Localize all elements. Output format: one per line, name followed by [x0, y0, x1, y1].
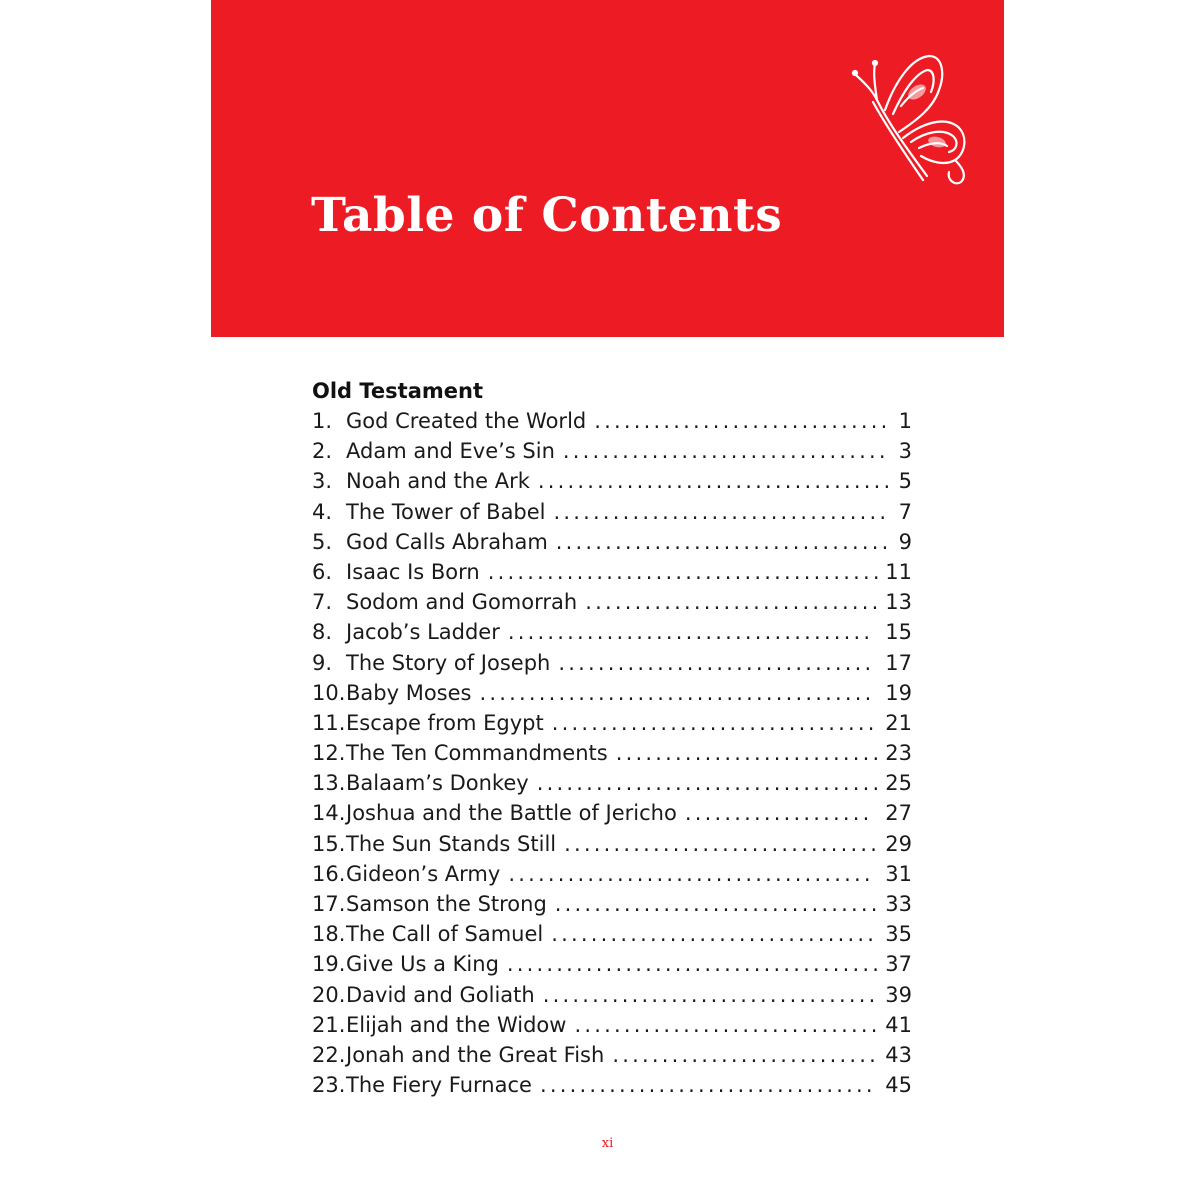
dot-leader: ................................ — [558, 650, 875, 675]
table-of-contents — [312, 376, 912, 1100]
toc-entry-title: The Fiery Furnace — [346, 1073, 532, 1098]
toc-entry-number: 14. — [312, 801, 346, 826]
butterfly-icon — [851, 52, 971, 192]
toc-entry-number: 17. — [312, 892, 346, 916]
toc-entry — [312, 1010, 912, 1040]
toc-entry-number: 16. — [312, 861, 346, 886]
book-page — [211, 0, 1004, 1200]
toc-entry-page: 43 — [885, 1042, 912, 1067]
toc-entry-page: 27 — [885, 801, 912, 826]
toc-entry-page: 3 — [898, 439, 912, 464]
dot-leader: .................................... — [537, 469, 894, 494]
toc-entry — [312, 406, 912, 436]
toc-entry-title: The Tower of Babel — [346, 499, 546, 524]
toc-entry-title: The Call of Samuel — [346, 922, 544, 947]
dot-leader: ..................................... — [507, 620, 874, 645]
toc-entry-page: 11 — [885, 559, 912, 584]
toc-entry-number: 8. — [312, 620, 333, 645]
toc-entry — [312, 798, 912, 828]
dot-leader: ................................. — [554, 892, 881, 916]
toc-entry — [312, 648, 912, 678]
toc-entry — [312, 829, 912, 859]
toc-entry-page: 35 — [885, 922, 912, 947]
toc-entry — [312, 949, 912, 979]
dot-leader: ................................. — [551, 710, 878, 735]
toc-entry-number: 13. — [312, 771, 346, 796]
toc-entry-title: The Sun Stands Still — [346, 831, 557, 856]
dot-leader: ............................... — [574, 1012, 881, 1037]
toc-entry-title: Baby Moses — [346, 680, 472, 705]
toc-entry-page: 45 — [885, 1073, 912, 1098]
header-banner — [211, 0, 1004, 337]
toc-entry — [312, 889, 912, 919]
dot-leader: .................................. — [553, 499, 890, 524]
toc-entry — [312, 708, 912, 738]
toc-entry — [312, 1040, 912, 1070]
toc-entry-title: Joshua and the Battle of Jericho — [346, 801, 677, 826]
toc-entry — [312, 1070, 912, 1100]
dot-leader: ........................... — [612, 1042, 879, 1067]
page-title: Table of Contents — [311, 188, 783, 243]
toc-entry-number: 4. — [312, 499, 333, 524]
toc-entry — [312, 527, 912, 557]
toc-entry-page: 41 — [885, 1012, 912, 1037]
toc-entry-title: Elijah and the Widow — [346, 1012, 567, 1037]
toc-entry-number: 3. — [312, 469, 333, 494]
toc-entry-number: 9. — [312, 650, 333, 675]
dot-leader: .................................. — [539, 1073, 876, 1098]
toc-entry-number: 21. — [312, 1012, 346, 1037]
toc-entry-title: Escape from Egypt — [346, 710, 544, 735]
toc-entry-number: 1. — [312, 409, 333, 433]
toc-entry — [312, 617, 912, 647]
toc-entry-number: 19. — [312, 952, 346, 977]
toc-entry-page: 39 — [885, 982, 912, 1007]
toc-entry-title: Balaam’s Donkey — [346, 771, 529, 796]
toc-entry — [312, 980, 912, 1010]
toc-entry — [312, 587, 912, 617]
page-number: xi — [601, 1136, 614, 1151]
toc-entry-page: 7 — [898, 499, 912, 524]
toc-entry-title: Noah and the Ark — [346, 469, 530, 494]
toc-entry-title: Jacob’s Ladder — [346, 620, 500, 645]
dot-leader: ...................................... — [506, 952, 883, 977]
toc-entry-number: 7. — [312, 590, 333, 615]
dot-leader: ................... — [684, 801, 873, 826]
dot-leader: ................................. — [551, 922, 878, 947]
toc-entry-number: 15. — [312, 831, 346, 856]
dot-leader: ........................................ — [487, 559, 883, 584]
toc-entry — [312, 678, 912, 708]
toc-entry-title: The Ten Commandments — [346, 741, 608, 766]
toc-entry-number: 6. — [312, 559, 333, 584]
toc-entry-number: 18. — [312, 922, 346, 947]
toc-entry-page: 23 — [885, 741, 912, 766]
toc-entry — [312, 919, 912, 949]
toc-entry-number: 11. — [312, 710, 346, 735]
toc-entry-page: 9 — [898, 529, 912, 554]
toc-entry-page: 17 — [885, 650, 912, 675]
toc-entry-number: 20. — [312, 982, 346, 1007]
toc-entry-number: 10. — [312, 680, 346, 705]
toc-entry-list — [312, 406, 912, 1100]
toc-entry-page: 5 — [898, 469, 912, 494]
toc-entry-page: 29 — [885, 831, 912, 856]
toc-entry-title: God Created the World — [346, 409, 587, 433]
toc-entry — [312, 436, 912, 466]
toc-entry-page: 25 — [885, 771, 912, 796]
dot-leader: .................................. — [555, 529, 892, 554]
toc-entry — [312, 466, 912, 496]
toc-entry-page: 31 — [885, 861, 912, 886]
dot-leader: ..................................... — [508, 861, 874, 886]
toc-entry-page: 15 — [885, 620, 912, 645]
toc-entry — [312, 768, 912, 798]
dot-leader: ........................................ — [479, 680, 875, 705]
toc-entry-number: 2. — [312, 439, 333, 464]
dot-leader: .............................. — [585, 590, 882, 615]
dot-leader: ................................... — [536, 771, 883, 796]
toc-entry-title: Adam and Eve’s Sin — [346, 439, 555, 464]
toc-entry-title: Jonah and the Great Fish — [346, 1042, 605, 1067]
toc-entry-title: Samson the Strong — [346, 892, 547, 916]
dot-leader: ................................ — [564, 831, 881, 856]
toc-entry-number: 23. — [312, 1073, 346, 1098]
toc-entry — [312, 557, 912, 587]
toc-entry-page: 19 — [885, 680, 912, 705]
dot-leader: .................................. — [542, 982, 879, 1007]
dot-leader: ................................. — [562, 439, 889, 464]
toc-entry-title: God Calls Abraham — [346, 529, 548, 554]
toc-entry-number: 12. — [312, 741, 346, 766]
toc-entry-page: 37 — [885, 952, 912, 977]
toc-entry — [312, 497, 912, 527]
toc-entry-page: 33 — [885, 892, 912, 916]
section-heading: Old Testament — [312, 379, 483, 403]
toc-entry-number: 22. — [312, 1042, 346, 1067]
toc-entry-title: Give Us a King — [346, 952, 499, 977]
dot-leader: ........................... — [615, 741, 883, 766]
toc-entry-page: 13 — [885, 590, 912, 615]
toc-entry-page: 21 — [885, 710, 912, 735]
toc-entry-title: Sodom and Gomorrah — [346, 590, 578, 615]
toc-entry-title: Gideon’s Army — [346, 861, 501, 886]
toc-entry-page: 1 — [898, 409, 912, 433]
dot-leader: .............................. — [594, 409, 891, 433]
toc-entry — [312, 859, 912, 889]
toc-entry-number: 5. — [312, 529, 333, 554]
toc-entry-title: Isaac Is Born — [346, 559, 480, 584]
toc-entry — [312, 738, 912, 768]
toc-entry-title: The Story of Joseph — [346, 650, 551, 675]
toc-entry-title: David and Goliath — [346, 982, 535, 1007]
